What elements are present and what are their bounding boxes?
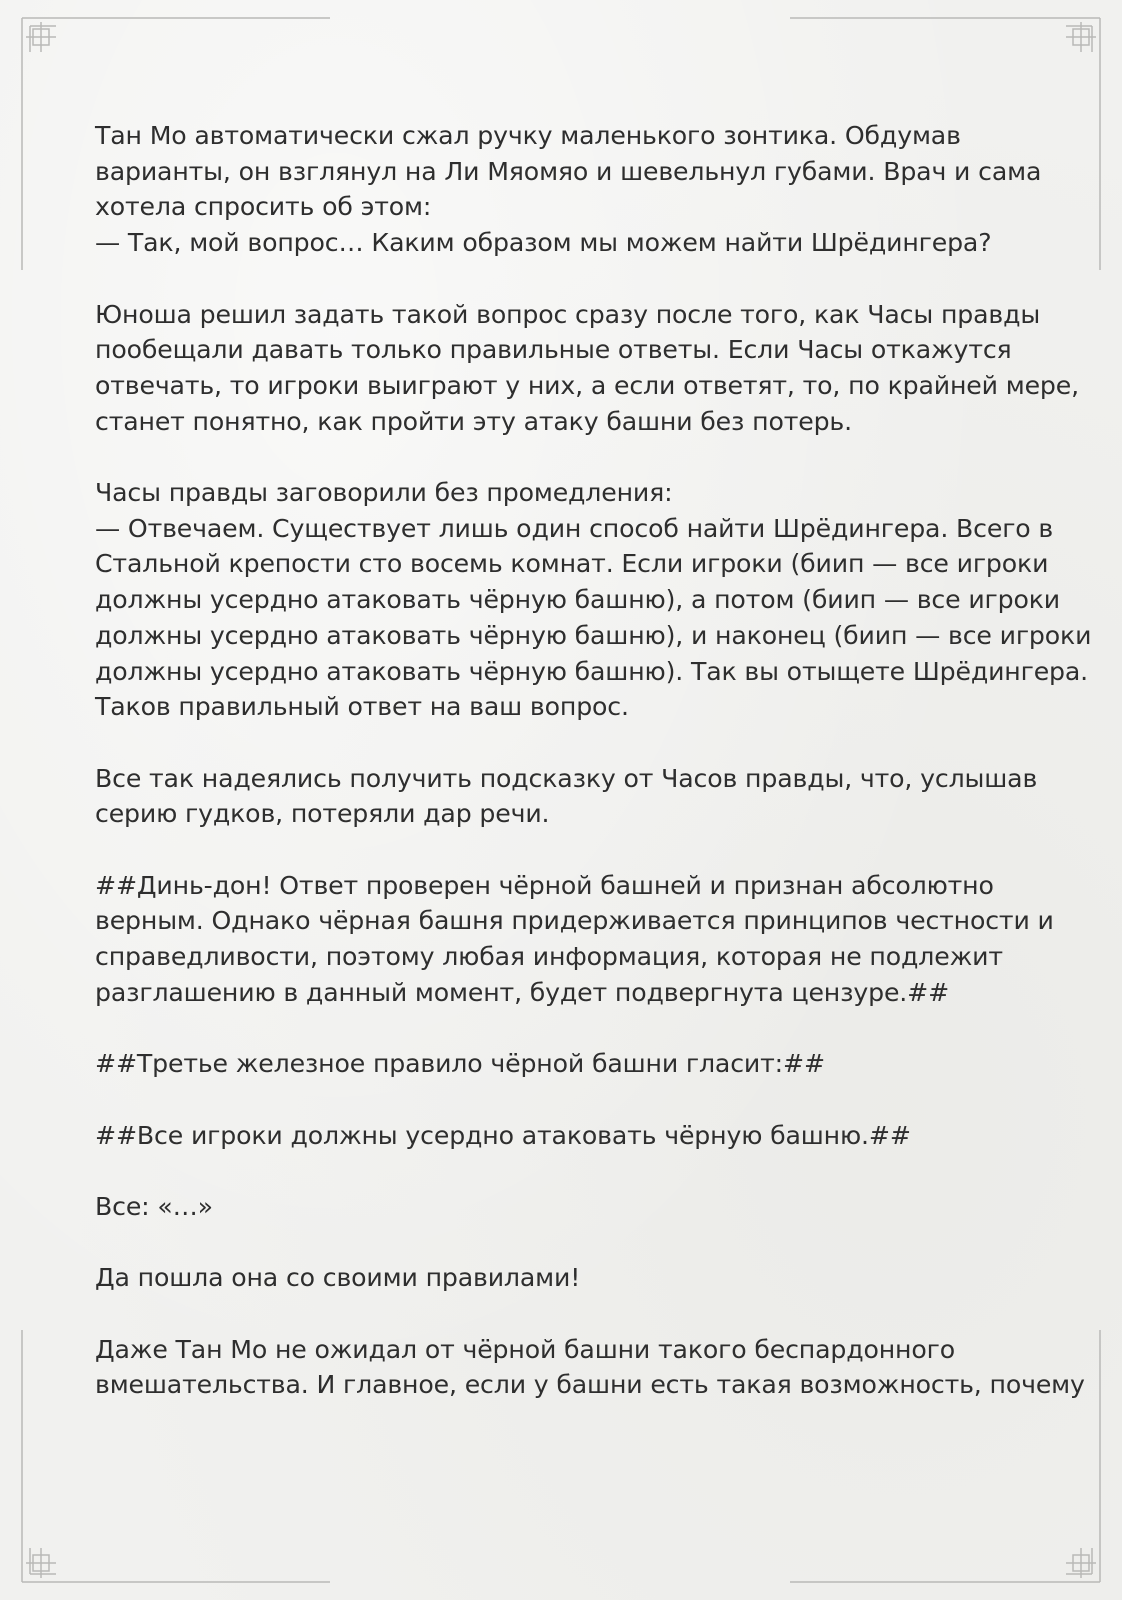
text-line: разглашению в данный момент, будет подвергнута цензуре.## (95, 977, 950, 1007)
text-line: Даже Тан Мо не ожидал от чёрной башни такого беспардонного (95, 1334, 955, 1364)
paragraph (95, 475, 1092, 725)
text-line: серию гудков, потеряли дар речи. (95, 799, 550, 829)
paragraph (95, 1118, 1030, 1154)
text-line: отвечать, то игроки выиграют у них, а если ответят, то, по крайней мере, (95, 370, 1079, 400)
text-line: варианты, он взглянул на Ли Мяомяо и шевельнул губами. Врач и сама (95, 156, 1042, 186)
text-line: ##Третье железное правило чёрной башни гласит:## (95, 1049, 825, 1079)
text-line: Все: «…» (95, 1191, 213, 1221)
text-line: Стальной крепости сто восемь комнат. Если игроки (биип — все игроки (95, 549, 1049, 579)
text-line: должны усердно атаковать чёрную башню), и наконец (биип — все игроки (95, 620, 1092, 650)
text-line: — Так, мой вопрос… Каким образом мы можем найти Шрёдингера? (95, 228, 992, 258)
text-line: ##Все игроки должны усердно атаковать чёрную башню.## (95, 1120, 911, 1150)
text-line: Таков правильный ответ на ваш вопрос. (95, 692, 629, 722)
paragraph (95, 118, 1042, 261)
document-body (95, 118, 1092, 1439)
text-line: Да пошла она со своими правилами! (95, 1263, 581, 1293)
paragraph (95, 297, 1079, 440)
text-line: Юноша решил задать такой вопрос сразу после того, как Часы правды (95, 299, 1041, 329)
text-line: станет понятно, как пройти эту атаку башни без потерь. (95, 406, 852, 436)
text-line: пообещали давать только правильные ответы. Если Часы откажутся (95, 335, 1012, 365)
text-line: Часы правды заговорили без промедления: (95, 478, 673, 507)
text-line: хотела спросить об этом: (95, 192, 432, 222)
paragraph (95, 1189, 1030, 1225)
paragraph (95, 1260, 1030, 1296)
text-line: Все так надеялись получить подсказку от Часов правды, что, услышав (95, 763, 1038, 793)
text-line: верным. Однако чёрная башня придерживается принципов честности и (95, 906, 1054, 936)
paragraph (95, 868, 1054, 1011)
paragraph (95, 1332, 1085, 1403)
text-line: Тан Мо автоматически сжал ручку маленького зонтика. Обдумав (95, 121, 961, 150)
text-line: вмешательства. И главное, если у башни есть такая возможность, почему (95, 1370, 1085, 1400)
text-line: справедливости, поэтому любая информация, которая не подлежит (95, 942, 1003, 972)
text-line: должны усердно атаковать чёрную башню), а потом (биип — все игроки (95, 585, 1061, 615)
text-line: должны усердно атаковать чёрную башню). Так вы отыщете Шрёдингера. (95, 656, 1089, 686)
text-line: — Отвечаем. Существует лишь один способ найти Шрёдингера. Всего в (95, 513, 1054, 543)
paragraph (95, 1046, 1030, 1082)
paragraph (95, 761, 1038, 832)
text-line: ##Динь-дон! Ответ проверен чёрной башней и признан абсолютно (95, 870, 994, 900)
